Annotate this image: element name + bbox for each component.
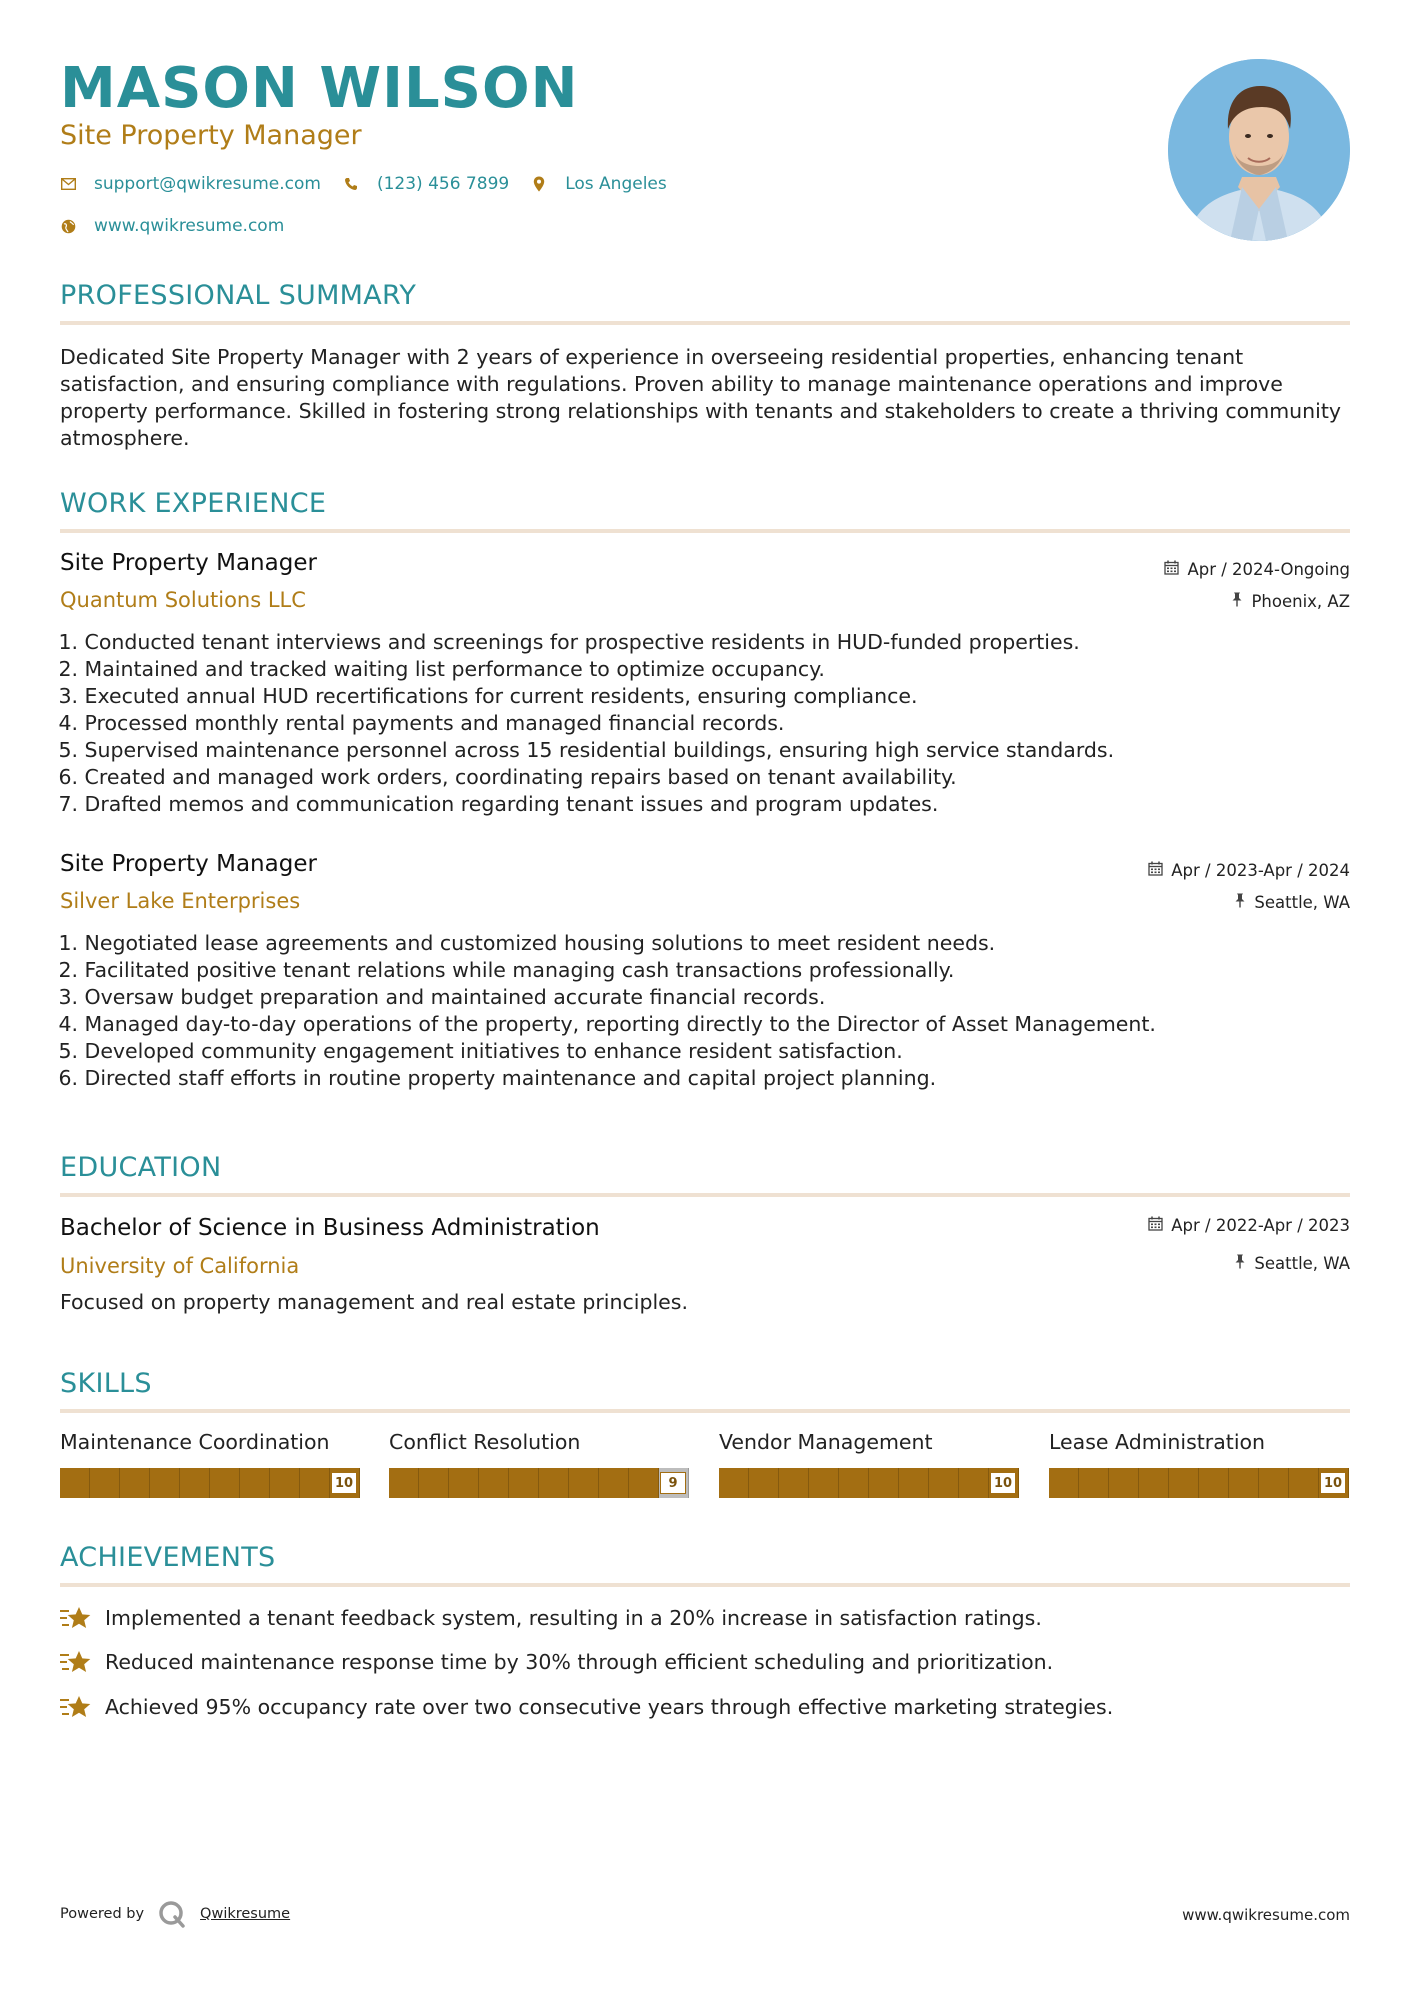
job-location-text: Seattle, WA [1254, 893, 1350, 912]
skill-score: 10 [990, 1472, 1016, 1494]
education-location-text: Seattle, WA [1254, 1254, 1350, 1273]
list-item: 2. Facilitated positive tenant relations while managing cash transactions professionally. [58, 958, 955, 982]
education-heading: EDUCATION [60, 1152, 222, 1183]
achievement-item [60, 1605, 1042, 1631]
skill-name: Conflict Resolution [389, 1430, 581, 1454]
envelope-icon [60, 176, 76, 192]
job-bullets [58, 629, 1348, 818]
list-item: 7. Drafted memos and communication regarding tenant issues and program updates. [58, 792, 939, 816]
skill-bar-segment [779, 1468, 809, 1498]
skill-name: Maintenance Coordination [60, 1430, 330, 1454]
education-dates-text: Apr / 2022-Apr / 2023 [1171, 1216, 1350, 1235]
achievement-text: Achieved 95% occupancy rate over two consecutive years through effective marketing strategies. [105, 1695, 1114, 1719]
list-item: 2. Maintained and tracked waiting list performance to optimize occupancy. [58, 657, 825, 681]
skill-bar-segment [899, 1468, 929, 1498]
pushpin-icon [1234, 1254, 1246, 1273]
skill-bar-segment [180, 1468, 210, 1498]
job-location [1234, 893, 1350, 912]
skill-bar-segment [1289, 1468, 1319, 1498]
skill-bar-segment [959, 1468, 989, 1498]
pushpin-icon [1234, 893, 1246, 912]
summary-divider [60, 321, 1350, 325]
education-divider [60, 1193, 1350, 1197]
skill-bar [60, 1468, 360, 1498]
skill-bar-segment [270, 1468, 300, 1498]
list-item: 4. Managed day-to-day operations of the property, reporting directly to the Director of Asset Management. [58, 1012, 1156, 1036]
skill-bar-segment [1229, 1468, 1259, 1498]
calendar-icon [1164, 560, 1179, 579]
contact-row-1 [60, 174, 689, 194]
skill-bar-segment [809, 1468, 839, 1498]
skill-bar-segment [1079, 1468, 1109, 1498]
job-dates [1164, 560, 1350, 579]
skill-bar-segment [300, 1468, 330, 1498]
calendar-icon [1148, 861, 1163, 880]
skill-bar-segment [120, 1468, 150, 1498]
skill-bar-segment [449, 1468, 479, 1498]
globe-icon [60, 218, 76, 234]
summary-heading: PROFESSIONAL SUMMARY [60, 280, 417, 311]
skills-divider [60, 1409, 1350, 1413]
list-item: 5. Developed community engagement initiatives to enhance resident satisfaction. [58, 1039, 903, 1063]
website-link[interactable]: www.qwikresume.com [94, 216, 285, 236]
candidate-title: Site Property Manager [60, 120, 362, 151]
qwikresume-link[interactable]: Qwikresume [200, 1906, 291, 1922]
skills-heading: SKILLS [60, 1368, 152, 1399]
skill-item [389, 1430, 689, 1491]
star-icon [60, 1605, 92, 1631]
achievement-item [60, 1649, 1053, 1675]
pushpin-icon [1231, 592, 1243, 611]
list-item: 4. Processed monthly rental payments and managed financial records. [58, 711, 785, 735]
job-bullets [58, 930, 1348, 1092]
skill-score: 10 [331, 1472, 357, 1494]
skill-bar-segment [150, 1468, 180, 1498]
skill-score: 9 [660, 1472, 686, 1494]
skill-bar-segment [1109, 1468, 1139, 1498]
skill-item [1049, 1430, 1349, 1491]
skill-bar-segment [569, 1468, 599, 1498]
calendar-icon [1148, 1216, 1163, 1235]
achievements-heading: ACHIEVEMENTS [60, 1542, 276, 1573]
skill-bar-segment [629, 1468, 659, 1498]
experience-divider [60, 529, 1350, 533]
skill-item [719, 1430, 1019, 1491]
achievement-text: Reduced maintenance response time by 30% through efficient scheduling and prioritization. [105, 1650, 1054, 1674]
skill-bar-segment [90, 1468, 120, 1498]
skill-bar-segment [869, 1468, 899, 1498]
degree-title: Bachelor of Science in Business Administration [60, 1215, 600, 1241]
skill-bar [389, 1468, 689, 1498]
list-item: 6. Directed staff efforts in routine property maintenance and capital project planning. [58, 1066, 937, 1090]
star-icon [60, 1649, 92, 1675]
skill-bar-segment [419, 1468, 449, 1498]
skill-score: 10 [1320, 1472, 1346, 1494]
qwikresume-logo-icon [158, 1900, 186, 1928]
email-link[interactable]: support@qwikresume.com [94, 174, 321, 194]
list-item: 6. Created and managed work orders, coordinating repairs based on tenant availability. [58, 765, 957, 789]
phone-icon [343, 176, 359, 192]
star-icon [60, 1694, 92, 1720]
job-title: Site Property Manager [60, 550, 317, 576]
phone-text[interactable]: (123) 456 7899 [376, 174, 510, 194]
map-pin-icon [531, 176, 547, 192]
education-location [1234, 1254, 1350, 1273]
summary-text: Dedicated Site Property Manager with 2 years of experience in overseeing residential properties, enhancing tenant satisfaction, and ensuring compliance with regulations. Proven ability to manage maintenance operations and improve property performance. Skilled in fostering strong relationships with tenants and stakeholders to create a thriving community atmosphere. [60, 345, 1342, 450]
list-item: 3. Oversaw budget preparation and maintained accurate financial records. [58, 985, 826, 1009]
skill-bar-segment [1259, 1468, 1289, 1498]
job-location-text: Phoenix, AZ [1251, 592, 1350, 611]
skill-item [60, 1430, 360, 1491]
job-dates-text: Apr / 2024-Ongoing [1187, 560, 1350, 579]
skill-bar [1049, 1468, 1349, 1498]
job-company: Quantum Solutions LLC [60, 588, 306, 612]
achievement-item [60, 1694, 1113, 1720]
skill-name: Lease Administration [1049, 1430, 1266, 1454]
education-dates [1148, 1216, 1350, 1235]
list-item: 5. Supervised maintenance personnel across 15 residential buildings, ensuring high service standards. [58, 738, 1115, 762]
skill-bar [719, 1468, 1019, 1498]
list-item: 1. Negotiated lease agreements and customized housing solutions to meet resident needs. [58, 931, 996, 955]
powered-by-label: Powered by [60, 1906, 145, 1922]
footer-powered-by [60, 1900, 290, 1928]
skill-bar-segment [839, 1468, 869, 1498]
skill-bar-segment [1139, 1468, 1169, 1498]
job-title: Site Property Manager [60, 851, 317, 877]
candidate-name: MASON WILSON [60, 56, 579, 121]
contact-row-2 [60, 216, 306, 236]
skill-bar-segment [599, 1468, 629, 1498]
skill-bar-segment [539, 1468, 569, 1498]
school-name: University of California [60, 1254, 300, 1278]
job-location [1231, 592, 1350, 611]
skill-bar-segment [1169, 1468, 1199, 1498]
skill-name: Vendor Management [719, 1430, 933, 1454]
skill-bar-segment [509, 1468, 539, 1498]
skill-bar-segment [1199, 1468, 1229, 1498]
achievement-text: Implemented a tenant feedback system, resulting in a 20% increase in satisfaction ratings. [105, 1606, 1042, 1630]
skill-bar-segment [210, 1468, 240, 1498]
location-text: Los Angeles [565, 174, 667, 194]
skill-bar-segment [389, 1468, 419, 1498]
experience-heading: WORK EXPERIENCE [60, 488, 327, 519]
profile-photo [1168, 59, 1350, 241]
list-item: 3. Executed annual HUD recertifications for current residents, ensuring compliance. [58, 684, 918, 708]
skill-bar-segment [479, 1468, 509, 1498]
skill-bar-segment [240, 1468, 270, 1498]
list-item: 1. Conducted tenant interviews and screenings for prospective residents in HUD-funded properties. [58, 630, 1080, 654]
skill-bar-segment [60, 1468, 90, 1498]
skill-bar-segment [1049, 1468, 1079, 1498]
education-description: Focused on property management and real estate principles. [60, 1290, 688, 1314]
job-company: Silver Lake Enterprises [60, 889, 301, 913]
job-dates [1148, 861, 1350, 880]
footer-website[interactable]: www.qwikresume.com [1182, 1906, 1350, 1924]
skill-bar-segment [929, 1468, 959, 1498]
job-dates-text: Apr / 2023-Apr / 2024 [1171, 861, 1350, 880]
skill-bar-segment [749, 1468, 779, 1498]
skill-bar-segment [719, 1468, 749, 1498]
achievements-divider [60, 1583, 1350, 1587]
